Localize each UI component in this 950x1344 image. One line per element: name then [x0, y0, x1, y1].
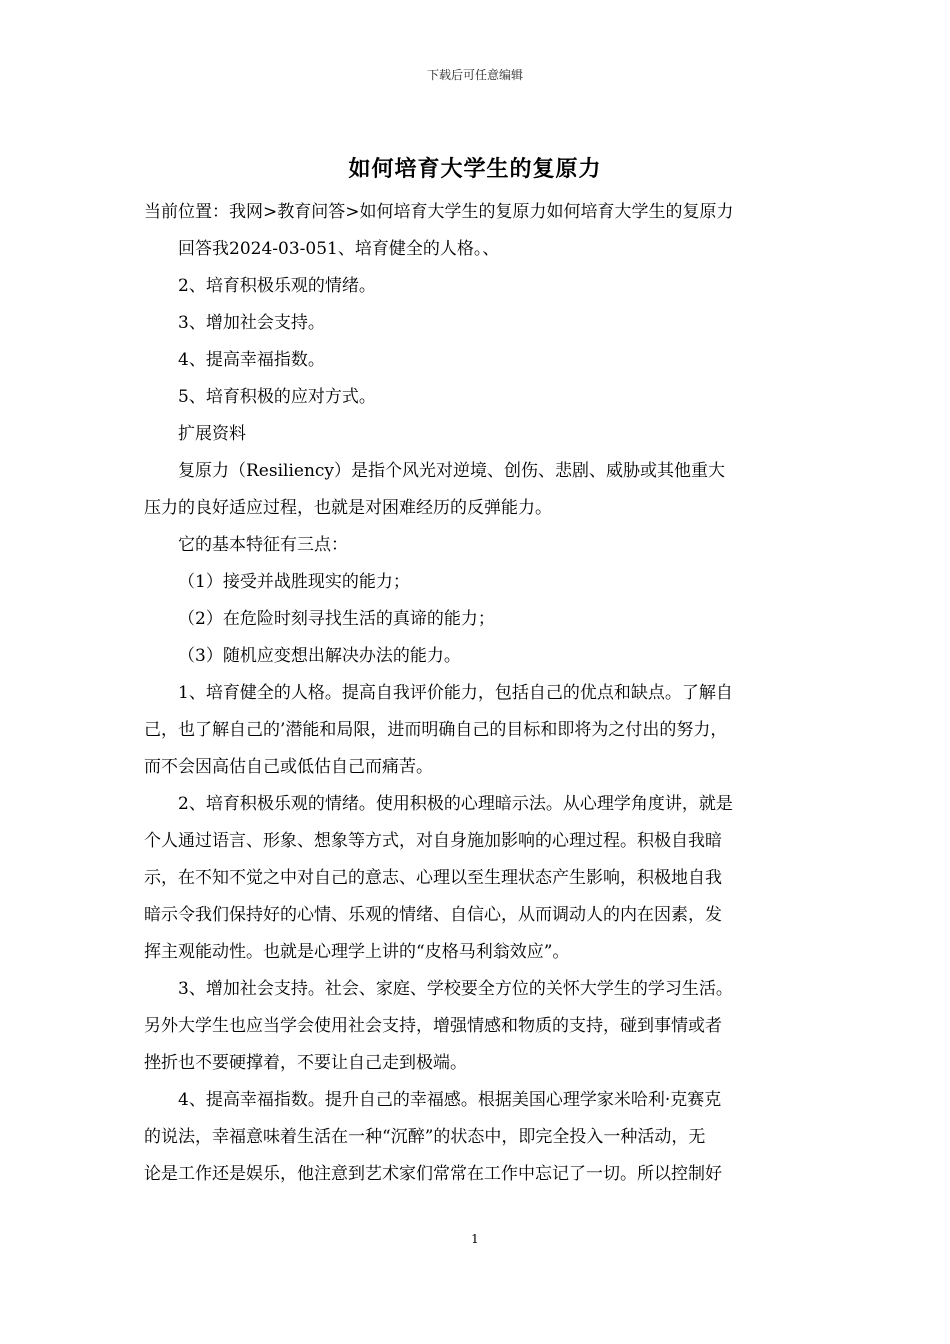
text-line: 暗示令我们保持好的心情、乐观的情绪、自信心，从而调动人的内在因素，发 [144, 905, 722, 925]
text-line: 当前位置：我网>教育问答>如何培育大学生的复原力如何培育大学生的复原力 [144, 202, 734, 222]
text-line: 压力的良好适应过程，也就是对困难经历的反弹能力。 [144, 498, 552, 518]
text-line: （1）接受并战胜现实的能力； [178, 572, 410, 592]
text-line: 示，在不知不觉之中对自己的意志、心理以至生理状态产生影响，积极地自我 [144, 868, 722, 888]
text-line: 挫折也不要硬撑着，不要让自己走到极端。 [144, 1053, 467, 1073]
text-line: 5、培育积极的应对方式。 [178, 387, 376, 407]
text-line: 回答我2024-03-051、培育健全的人格。、 [178, 239, 500, 259]
text-line: 个人通过语言、形象、想象等方式，对自身施加影响的心理过程。积极自我暗 [144, 831, 722, 851]
text-line: 2、培育积极乐观的情绪。使用积极的心理暗示法。从心理学角度讲，就是 [178, 794, 733, 814]
text-line: 4、提高幸福指数。提升自己的幸福感。根据美国心理学家米哈利·克赛克 [178, 1090, 722, 1110]
text-line: 另外大学生也应当学会使用社会支持，增强情感和物质的支持，碰到事情或者 [144, 1016, 722, 1036]
document-body [144, 194, 806, 1193]
text-line: 4、提高幸福指数。 [178, 350, 325, 370]
text-line: 而不会因高估自己或低估自己而痛苦。 [144, 757, 433, 777]
text-line: 3、增加社会支持。社会、家庭、学校要全方位的关怀大学生的学习生活。 [178, 979, 733, 999]
text-line: 3、增加社会支持。 [178, 313, 325, 333]
text-line: 己，也了解自己的’潜能和局限，进而明确自己的目标和即将为之付出的努力， [144, 720, 728, 740]
text-line: （2）在危险时刻寻找生活的真谛的能力； [178, 609, 495, 629]
page-header: 下载后可任意编辑 [426, 68, 523, 82]
document-title: 如何培育大学生的复原力 [348, 156, 602, 182]
text-line: 的说法，幸福意味着生活在一种“沉醉”的状态中，即完全投入一种活动，无 [144, 1127, 706, 1147]
text-line: 论是工作还是娱乐，他注意到艺术家们常常在工作中忘记了一切。所以控制好 [144, 1164, 722, 1184]
text-line: 2、培育积极乐观的情绪。 [178, 276, 376, 296]
text-line: 它的基本特征有三点： [178, 535, 348, 555]
text-line: 挥主观能动性。也就是心理学上讲的“皮格马利翁效应”。 [144, 942, 570, 962]
text-line: （3）随机应变想出解决办法的能力。 [178, 646, 461, 666]
text-line: 复原力（Resiliency）是指个风光对逆境、创伤、悲剧、威胁或其他重大 [178, 461, 726, 481]
page-number: 1 [471, 1232, 479, 1246]
text-line: 1、培育健全的人格。提高自我评价能力，包括自己的优点和缺点。了解自 [178, 683, 733, 703]
text-line: 扩展资料 [178, 424, 246, 444]
